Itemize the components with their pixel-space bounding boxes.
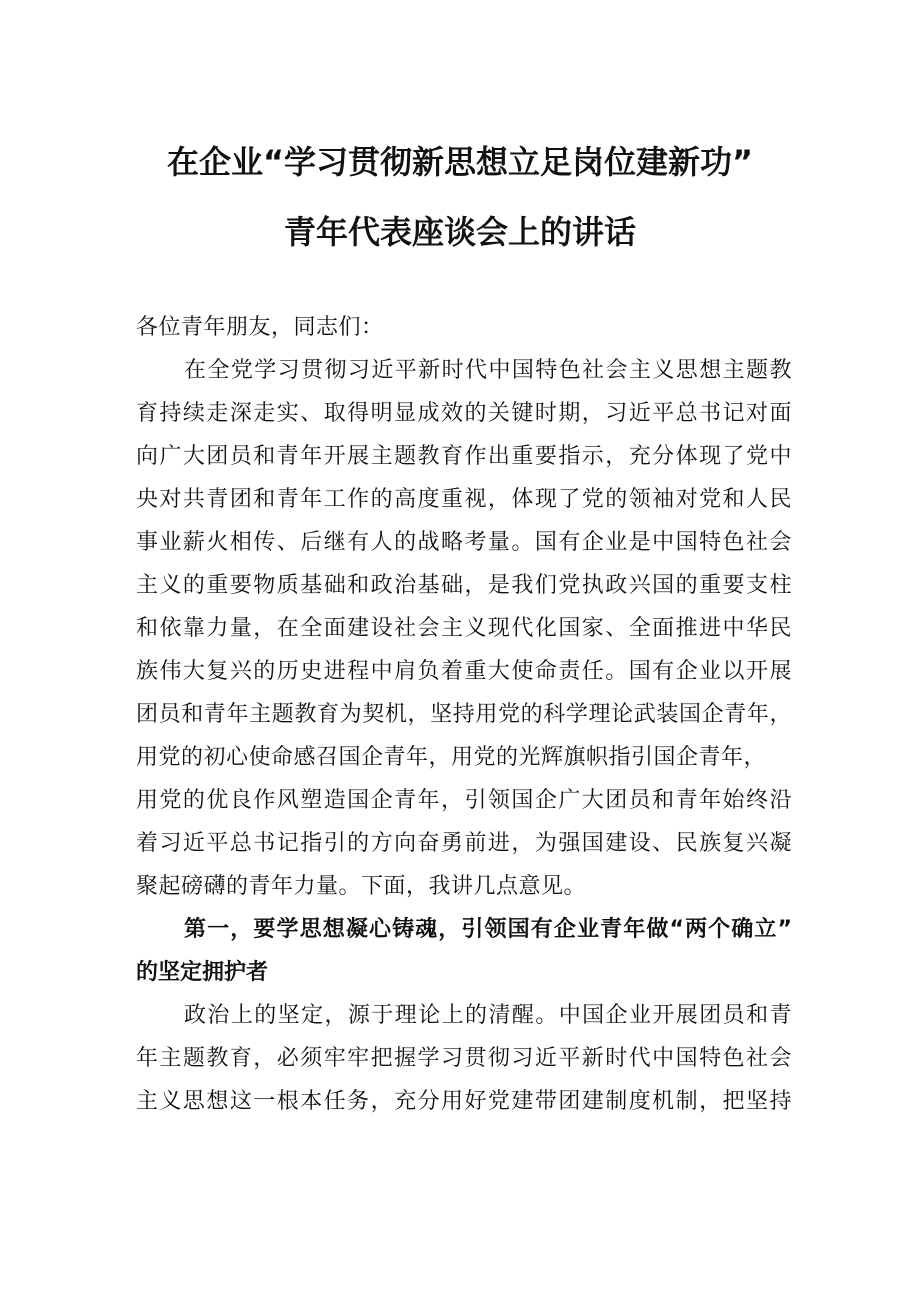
paragraph-1-line: 和依靠力量，在全面建设社会主义现代化国家、全面推进中华民 [136,616,792,641]
paragraph-1-line: 着习近平总书记指引的方向奋勇前进，为强国建设、民族复兴凝 [136,831,792,856]
salutation: 各位青年朋友，同志们： [136,315,384,340]
paragraph-1-line: 主义的重要物质基础和政治基础，是我们党执政兴国的重要支柱 [136,573,792,598]
section-heading-line-2: 的坚定拥护者 [136,960,269,985]
paragraph-1-line: 育持续走深走实、取得明显成效的关键时期，习近平总书记对面 [136,401,792,426]
paragraph-1-line: 在全党学习贯彻习近平新时代中国特色社会主义思想主题教 [184,358,792,383]
paragraph-1-line: 族伟大复兴的历史进程中肩负着重大使命责任。国有企业以开展 [136,659,792,684]
paragraph-1-line: 团员和青年主题教育为契机，坚持用党的科学理论武装国企青年， [136,702,792,727]
section-heading-line-1: 第一，要学思想凝心铸魂，引领国有企业青年做“两个确立” [184,917,792,942]
paragraph-1-line: 事业薪火相传、后继有人的战略考量。国有企业是中国特色社会 [136,530,792,555]
paragraph-2-line: 政治上的坚定，源于理论上的清醒。中国企业开展团员和青 [184,1003,792,1028]
paragraph-1-line: 用党的初心使命感召国企青年，用党的光辉旗帜指引国企青年， [136,745,767,770]
paragraph-1-line: 用党的优良作风塑造国企青年，引领国企广大团员和青年始终沿 [136,788,792,813]
paragraph-2-line: 主义思想这一根本任务，充分用好党建带团建制度机制，把坚持 [136,1089,792,1114]
paragraph-1-line: 央对共青团和青年工作的高度重视，体现了党的领袖对党和人民 [136,487,792,512]
document-title-line-1: 在企业“学习贯彻新思想立足岗位建新功” [166,143,754,181]
paragraph-1-line: 向广大团员和青年开展主题教育作出重要指示，充分体现了党中 [136,444,792,469]
paragraph-1-line: 聚起磅礴的青年力量。下面，我讲几点意见。 [136,874,587,899]
document-title-line-2: 青年代表座谈会上的讲话 [283,213,636,251]
paragraph-2-line: 年主题教育，必须牢牢把握学习贯彻习近平新时代中国特色社会 [136,1046,792,1071]
